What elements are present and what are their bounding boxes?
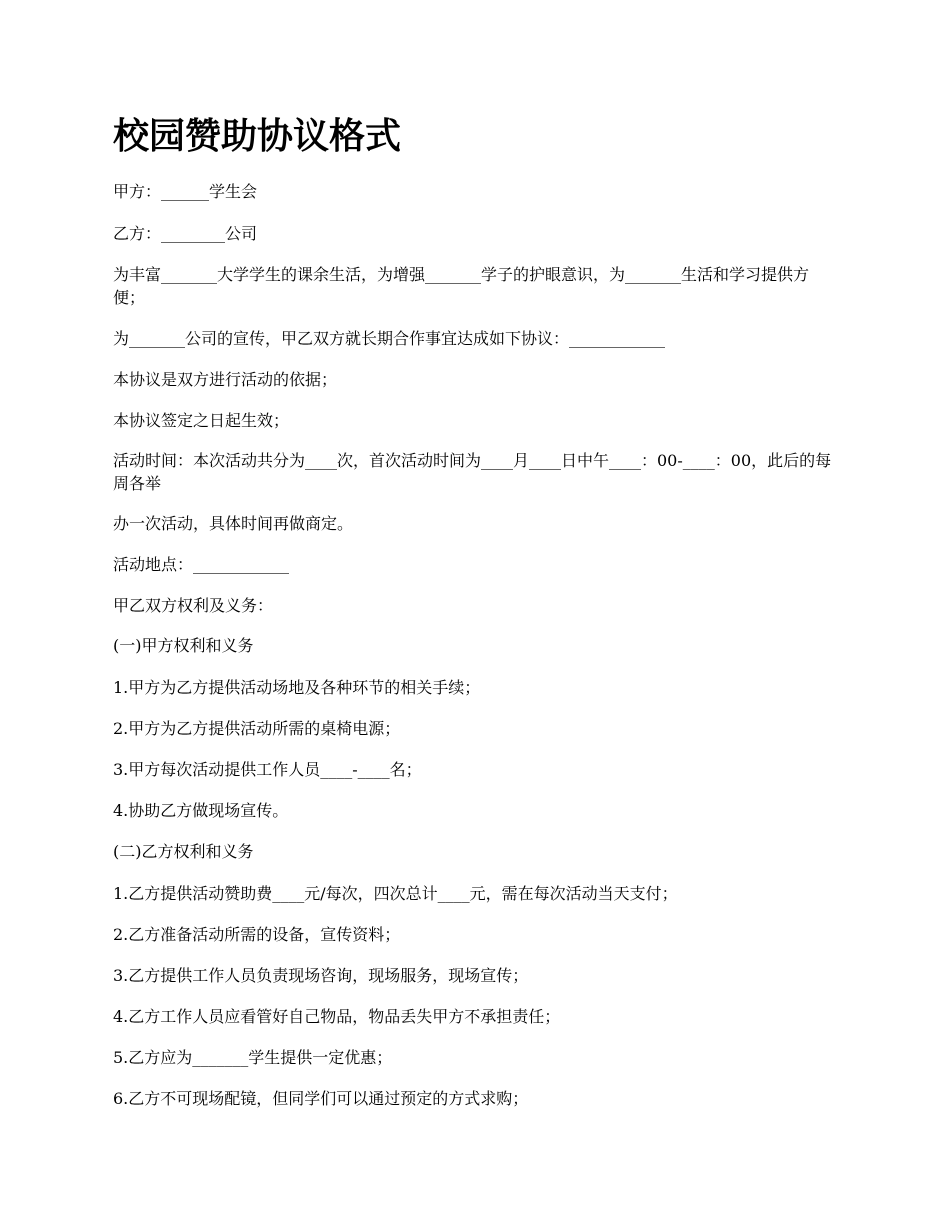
party-a-section-heading: (一)甲方权利和义务 — [113, 636, 254, 655]
purpose-paragraph: 为丰富_______大学学生的课余生活，为增强_______学子的护眼意识，为_______生活和学习提供方便； — [113, 265, 810, 307]
party-a-item: 2.甲方为乙方提供活动所需的桌椅电源； — [113, 719, 401, 738]
party-b-item: 1.乙方提供活动赞助费____元/每次，四次总计____元，需在每次活动当天支付； — [113, 884, 678, 903]
party-a-item: 1.甲方为乙方提供活动场地及各种环节的相关手续； — [113, 678, 481, 697]
agreement-intro-paragraph: 为_______公司的宣传，甲乙双方就长期合作事宜达成如下协议：____________ — [113, 329, 666, 348]
activity-time-continued: 办一次活动，具体时间再做商定。 — [113, 514, 354, 533]
party-b-item: 6.乙方不可现场配镜，但同学们可以通过预定的方式求购； — [113, 1089, 529, 1108]
party-a-item: 4.协助乙方做现场宣传。 — [113, 801, 289, 820]
party-b-item: 5.乙方应为_______学生提供一定优惠； — [113, 1048, 393, 1067]
party-b-section-heading: (二)乙方权利和义务 — [113, 842, 254, 861]
rights-obligations-heading: 甲乙双方权利及义务： — [113, 596, 274, 615]
party-a-item: 3.甲方每次活动提供工作人员____-____名； — [113, 760, 422, 779]
effective-clause: 本协议签定之日起生效； — [113, 411, 290, 430]
party-a-line: 甲方：______学生会 — [113, 182, 258, 201]
party-b-item: 3.乙方提供工作人员负责现场咨询，现场服务，现场宣传； — [113, 966, 529, 985]
party-b-line: 乙方：________公司 — [113, 224, 258, 243]
activity-time-paragraph: 活动时间：本次活动共分为____次，首次活动时间为____月____日中午____：00-____：00，此后的每周各举 — [113, 451, 832, 493]
document-title: 校园赞助协议格式 — [113, 116, 402, 157]
activity-location-line: 活动地点：____________ — [113, 555, 290, 574]
basis-clause: 本协议是双方进行活动的依据； — [113, 370, 338, 389]
party-b-item: 4.乙方工作人员应看管好自己物品，物品丢失甲方不承担责任； — [113, 1007, 561, 1026]
party-b-item: 2.乙方准备活动所需的设备，宣传资料； — [113, 925, 401, 944]
